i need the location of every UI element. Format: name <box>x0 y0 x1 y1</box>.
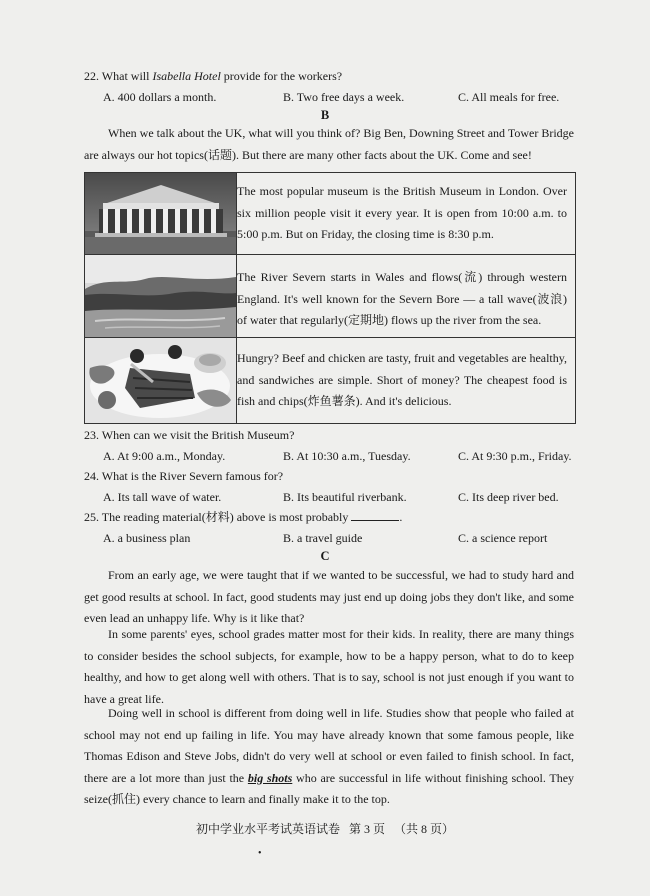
question-23: 23. When can we visit the British Museum? <box>84 428 295 442</box>
q22-option-b: B. Two free days a week. <box>283 90 405 104</box>
answer-blank[interactable] <box>351 509 399 521</box>
row-2-text: The River Severn starts in Wales and flows(流) through western England. It's well known for the Severn Bore — a tall wave(波浪) of water that regularly(定期地) flows up the river from the sea. <box>237 270 567 327</box>
section-c-title: C <box>320 549 330 563</box>
british-museum-image <box>85 173 237 254</box>
facts-table <box>84 172 576 424</box>
section-c-para-1: From an early age, we were taught that if we wanted to be successful, we had to study hard and get good results at school. In fact, good students may just end up doing jobs they don't like, and some even lead an unhappy life. Why is it like that? <box>84 568 574 625</box>
page-footer: 初中学业水平考试英语试卷 第 3 页 （共 8 页） <box>195 822 455 836</box>
row-3-text: Hungry? Beef and chicken are tasty, fruit and vegetables are healthy, and sandwiches are simple. Short of money? The cheapest food is fish and chips(炸鱼薯条). And it's delicious. <box>237 351 567 408</box>
river-severn-image <box>85 255 237 337</box>
q23-option-c: C. At 9:30 p.m., Friday. <box>458 449 572 463</box>
q25-option-c: C. a science report <box>458 531 548 545</box>
section-c-para-2: In some parents' eyes, school grades matter most for their kids. In reality, there are many things to consider besides the school subjects, for example, how to be a happy person, what to do to keep healthy, and how to get along well with others. That is to say, school is not just enough if you want to have a great life. <box>84 627 574 706</box>
q22-option-a: A. 400 dollars a month. <box>103 90 217 104</box>
q23-option-b: B. At 10:30 a.m., Tuesday. <box>283 449 411 463</box>
question-24: 24. What is the River Severn famous for? <box>84 469 284 483</box>
q25-option-b: B. a travel guide <box>283 531 363 545</box>
q24-option-b: B. Its beautiful riverbank. <box>283 490 407 504</box>
row-1-text: The most popular museum is the British Museum in London. Over six million people visit it every year. It is open from 10:00 a.m. to 5:00 p.m. But on Friday, the closing time is 8:30 p.m. <box>237 184 567 241</box>
question-22: 22. What will Isabella Hotel provide for the workers? <box>84 69 343 83</box>
q24-option-a: A. Its tall wave of water. <box>103 490 222 504</box>
footer-dot: • <box>258 848 262 859</box>
section-b-intro: When we talk about the UK, what will you think of? Big Ben, Downing Street and Tower Bridge are always our hot topics(话题). But there are many other facts about the UK. Come and see! <box>84 126 574 162</box>
section-c-para-3: Doing well in school is different from doing well in life. Studies show that people who failed at school may not end up failing in life. You may have already known that some famous people, like Thomas Edison and Steve Jobs, didn't do very well at school or even failed to finish school. In fact, there are a lot more than just the big shots who are successful in life without finishing school. They seize(抓住) every chance to learn and finally make it to the top. <box>84 706 575 806</box>
q25-option-a: A. a business plan <box>103 531 191 545</box>
question-25: 25. The reading material(材料) above is most probably . <box>84 510 403 524</box>
big-shots-term: big shots <box>247 770 293 785</box>
section-b-title: B <box>320 108 330 122</box>
food-image <box>85 338 237 423</box>
q24-option-c: C. Its deep river bed. <box>458 490 559 504</box>
q23-option-a: A. At 9:00 a.m., Monday. <box>103 449 226 463</box>
q22-option-c: C. All meals for free. <box>458 90 560 104</box>
